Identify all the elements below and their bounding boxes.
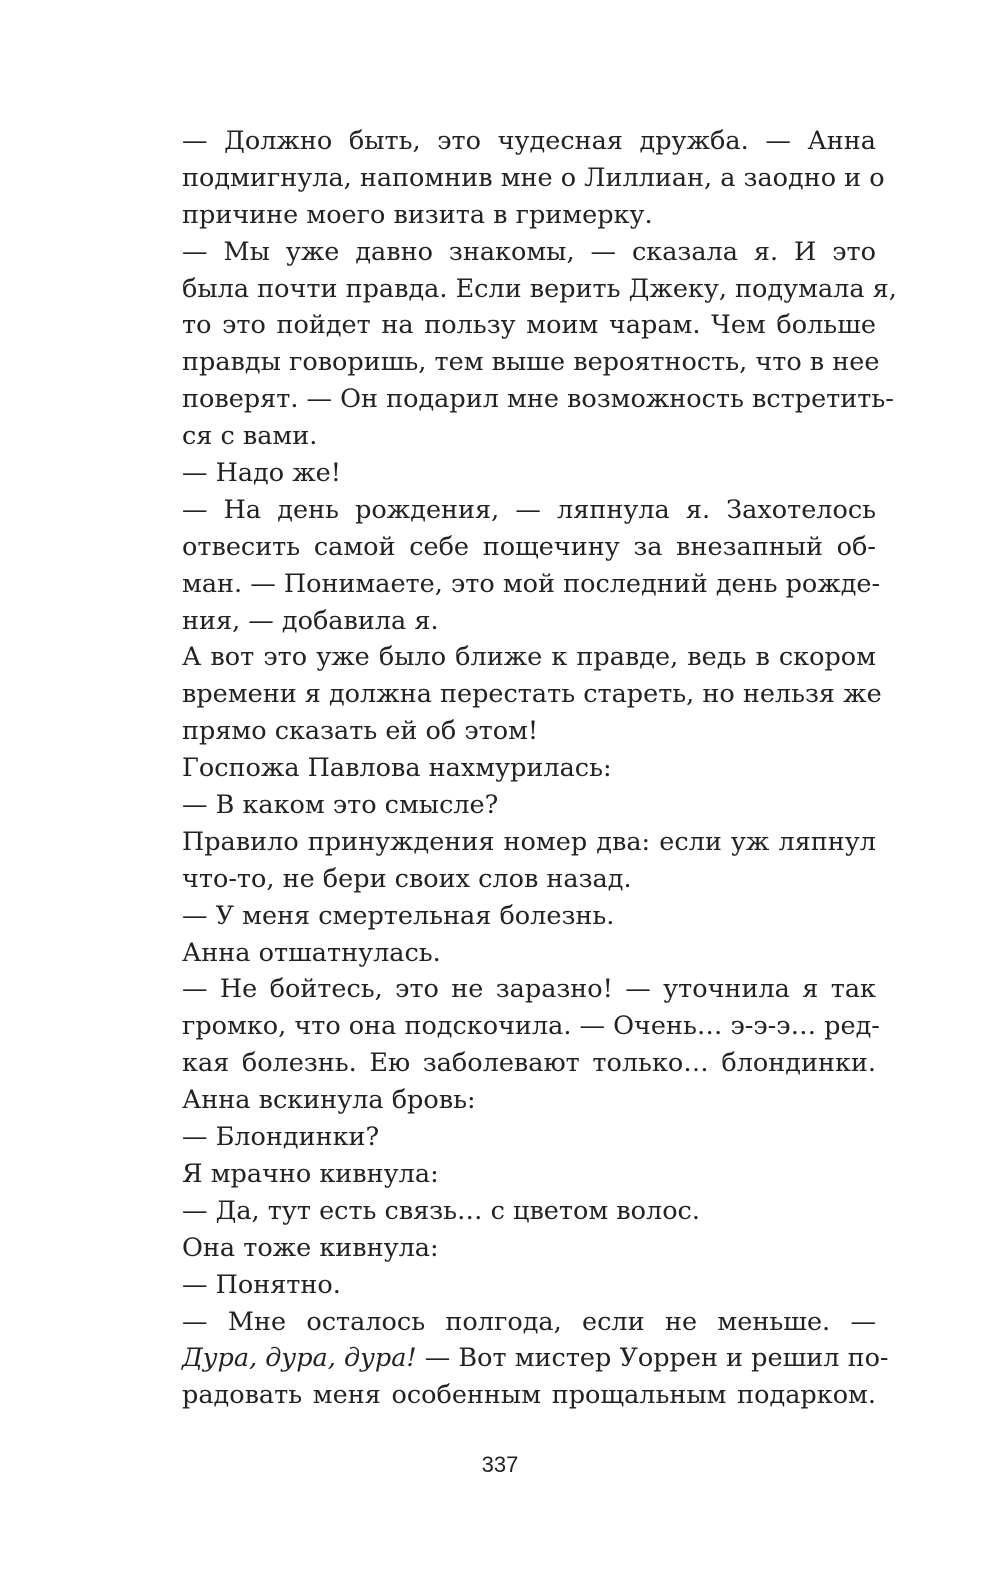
- text-line: — Не бойтесь, это не заразно! — уточнила я так: [182, 974, 876, 1005]
- text-line: — Мы уже давно знакомы, — сказала я. И это: [182, 236, 876, 267]
- text-line: — Понятно.: [182, 1269, 341, 1300]
- text-line: громко, что она подскочила. — Очень… э-э-э… ред-: [182, 1011, 880, 1042]
- text-line: поверят. — Он подарил мне возможность встретить-: [182, 384, 894, 415]
- text-line: кая болезнь. Ею заболевают только… блондинки.: [182, 1048, 876, 1079]
- text-line: — У меня смертельная болезнь.: [182, 900, 615, 931]
- page-number: 337: [481, 1452, 519, 1477]
- text-line: — Должно быть, это чудесная дружба. — Анна: [182, 126, 876, 156]
- text-line: — Блондинки?: [182, 1122, 380, 1153]
- text-line: Правило принуждения номер два: если уж ляпнул: [182, 826, 876, 857]
- text-line: Госпожа Павлова нахмурилась:: [182, 753, 612, 784]
- text-line: — На день рождения, — ляпнула я. Захотелось: [182, 494, 876, 525]
- text-line: Я мрачно кивнула:: [182, 1158, 439, 1189]
- text-line-with-italic: [182, 1340, 889, 1377]
- text-line: Анна вскинула бровь:: [182, 1085, 476, 1116]
- text-line: — Надо же!: [182, 458, 342, 489]
- text-line: ся с вами.: [182, 421, 318, 452]
- page-text: [182, 123, 897, 1414]
- text-line: Анна отшатнулась.: [182, 937, 441, 968]
- text-line: А вот это уже было ближе к правде, ведь в скором: [182, 642, 876, 673]
- text-line: — Да, тут есть связь… с цветом волос.: [182, 1195, 700, 1226]
- text-line: что-то, не бери своих слов назад.: [182, 863, 632, 894]
- text-line: Она тоже кивнула:: [182, 1232, 439, 1263]
- text-line: ния, — добавила я.: [182, 605, 439, 636]
- text-line: была почти правда. Если верить Джеку, подумала я,: [182, 273, 897, 304]
- text-line: то это пойдет на пользу моим чарам. Чем больше: [182, 310, 876, 341]
- text-line-rest: — Вот мистер Уоррен и решил по-: [416, 1343, 889, 1374]
- text-line: подмигнула, напомнив мне о Лиллиан, а заодно и о: [182, 162, 885, 193]
- text-line: прямо сказать ей об этом!: [182, 716, 539, 747]
- text-line: времени я должна перестать стареть, но нельзя же: [182, 679, 882, 710]
- text-line: причине моего визита в гримерку.: [182, 199, 653, 230]
- italic-phrase: Дура, дура, дура!: [182, 1343, 417, 1374]
- text-line: радовать меня особенным прощальным подарком.: [182, 1380, 876, 1411]
- text-line: ман. — Понимаете, это мой последний день рожде-: [182, 568, 881, 599]
- text-line: отвесить самой себе пощечину за внезапный об-: [182, 531, 876, 562]
- text-line: — В каком это смысле?: [182, 790, 499, 821]
- text-line: правды говоришь, тем выше вероятность, что в нее: [182, 347, 880, 378]
- text-line: — Мне осталось полгода, если не меньше. —: [182, 1306, 876, 1337]
